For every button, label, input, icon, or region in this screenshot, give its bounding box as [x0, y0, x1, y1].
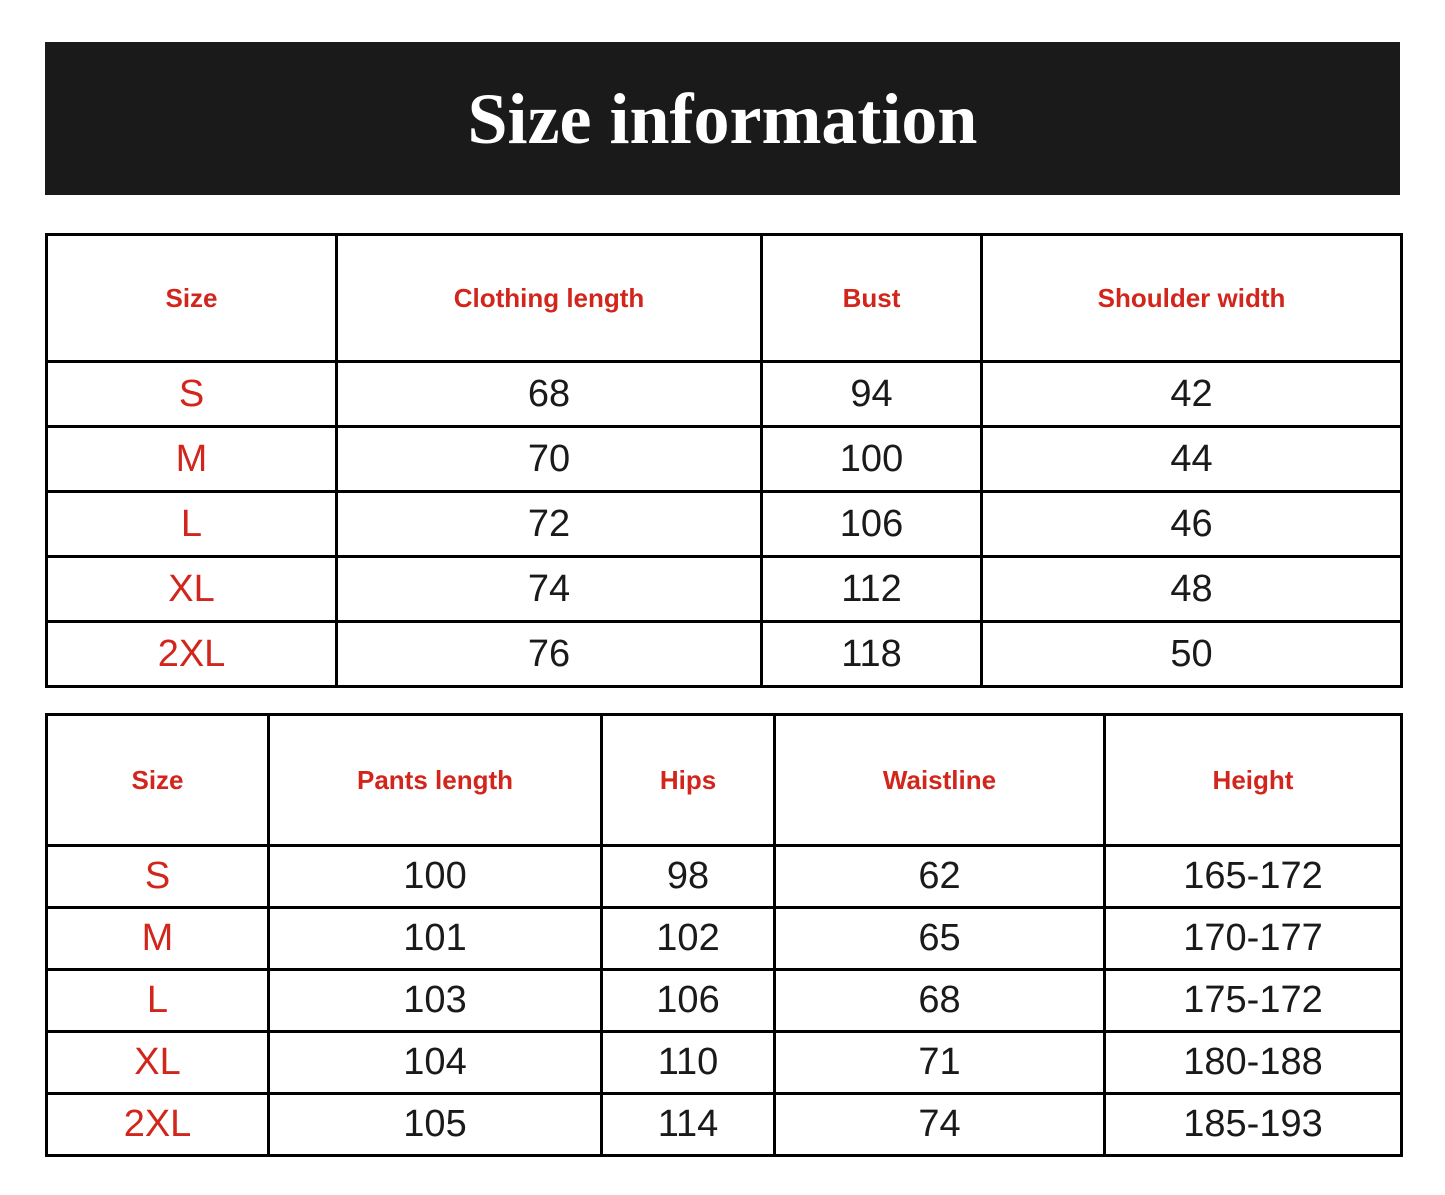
table-row [47, 557, 1402, 622]
cell-size: XL [47, 557, 337, 622]
column-header-size: Size [47, 715, 269, 846]
cell-size: M [47, 908, 269, 970]
cell-hips: 106 [602, 970, 775, 1032]
cell-pants-length: 105 [269, 1094, 602, 1156]
cell-size: L [47, 492, 337, 557]
cell-hips: 114 [602, 1094, 775, 1156]
cell-height: 165-172 [1105, 846, 1402, 908]
cell-pants-length: 104 [269, 1032, 602, 1094]
column-header-shoulder-width: Shoulder width [982, 235, 1402, 362]
table-row [47, 622, 1402, 687]
cell-clothing-length: 72 [337, 492, 762, 557]
cell-shoulder-width: 46 [982, 492, 1402, 557]
cell-height: 170-177 [1105, 908, 1402, 970]
cell-bust: 94 [762, 362, 982, 427]
cell-clothing-length: 70 [337, 427, 762, 492]
page-title: Size information [467, 78, 978, 159]
table-row [47, 1094, 1402, 1156]
cell-waistline: 71 [775, 1032, 1105, 1094]
cell-size: 2XL [47, 622, 337, 687]
cell-waistline: 68 [775, 970, 1105, 1032]
cell-waistline: 62 [775, 846, 1105, 908]
column-header-height: Height [1105, 715, 1402, 846]
cell-size: 2XL [47, 1094, 269, 1156]
cell-bust: 100 [762, 427, 982, 492]
cell-height: 185-193 [1105, 1094, 1402, 1156]
cell-bust: 118 [762, 622, 982, 687]
cell-size: S [47, 846, 269, 908]
cell-clothing-length: 76 [337, 622, 762, 687]
table-header-row [47, 715, 1402, 846]
table-row [47, 846, 1402, 908]
column-header-size: Size [47, 235, 337, 362]
table-row [47, 970, 1402, 1032]
cell-pants-length: 100 [269, 846, 602, 908]
table-row [47, 908, 1402, 970]
column-header-pants-length: Pants length [269, 715, 602, 846]
cell-pants-length: 101 [269, 908, 602, 970]
cell-waistline: 74 [775, 1094, 1105, 1156]
column-header-bust: Bust [762, 235, 982, 362]
column-header-hips: Hips [602, 715, 775, 846]
table-row [47, 1032, 1402, 1094]
table-row [47, 362, 1402, 427]
cell-clothing-length: 68 [337, 362, 762, 427]
cell-hips: 110 [602, 1032, 775, 1094]
cell-height: 175-172 [1105, 970, 1402, 1032]
cell-height: 180-188 [1105, 1032, 1402, 1094]
top-measurements-table [45, 233, 1403, 688]
cell-clothing-length: 74 [337, 557, 762, 622]
column-header-clothing-length: Clothing length [337, 235, 762, 362]
cell-waistline: 65 [775, 908, 1105, 970]
cell-shoulder-width: 48 [982, 557, 1402, 622]
table-header-row [47, 235, 1402, 362]
bottom-measurements-table [45, 713, 1403, 1157]
cell-bust: 106 [762, 492, 982, 557]
cell-hips: 98 [602, 846, 775, 908]
cell-shoulder-width: 44 [982, 427, 1402, 492]
cell-size: XL [47, 1032, 269, 1094]
cell-bust: 112 [762, 557, 982, 622]
cell-shoulder-width: 42 [982, 362, 1402, 427]
cell-hips: 102 [602, 908, 775, 970]
cell-size: L [47, 970, 269, 1032]
title-banner [45, 42, 1400, 195]
column-header-waistline: Waistline [775, 715, 1105, 846]
table-row [47, 492, 1402, 557]
cell-shoulder-width: 50 [982, 622, 1402, 687]
cell-size: S [47, 362, 337, 427]
table-row [47, 427, 1402, 492]
cell-size: M [47, 427, 337, 492]
cell-pants-length: 103 [269, 970, 602, 1032]
